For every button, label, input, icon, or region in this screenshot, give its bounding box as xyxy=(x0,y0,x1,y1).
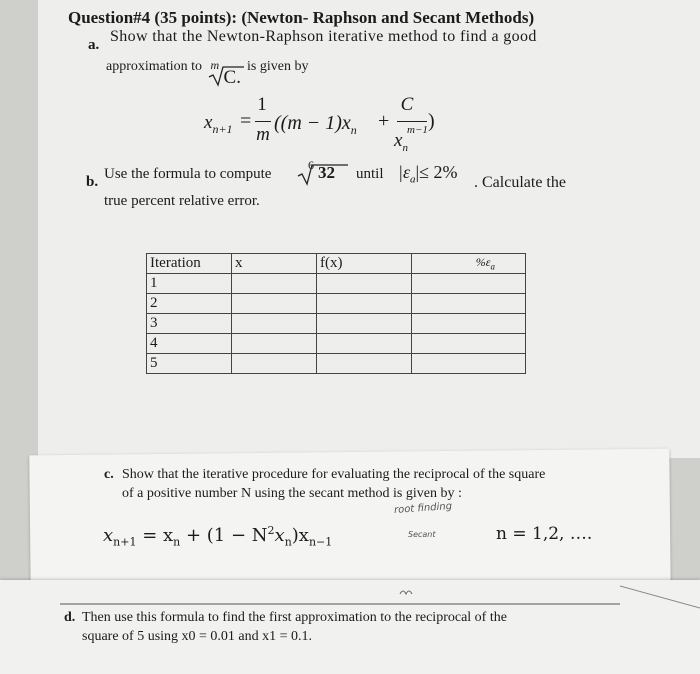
part-d-line1: Then use this formula to find the first approximation to the reciprocal of the xyxy=(82,610,507,625)
table-row xyxy=(147,334,526,354)
error-cell[interactable] xyxy=(412,354,526,374)
n-values: n = 1,2, …. xyxy=(496,524,593,544)
header-iteration: Iteration xyxy=(147,254,232,274)
error-cell[interactable] xyxy=(412,334,526,354)
header-x: x xyxy=(232,254,317,274)
formula-lhs: $x_{n+1}$ xyxy=(204,112,233,136)
frac-denominator-exponent: m−1 xyxy=(407,124,428,136)
fx-cell[interactable] xyxy=(317,294,412,314)
row-iteration-cell: 2 xyxy=(147,294,232,314)
header-fx: f(x) xyxy=(317,254,412,274)
part-b-text-pre: Use the formula to compute xyxy=(104,166,272,182)
x-cell[interactable] xyxy=(232,274,317,294)
root-index-6: 6 xyxy=(308,158,314,172)
table-row xyxy=(147,294,526,314)
part-a-line2-pre: approximation to xyxy=(106,59,203,74)
coef-numerator: 1 xyxy=(257,94,267,115)
coef-denominator: m xyxy=(256,124,270,145)
iteration-table xyxy=(146,253,526,374)
error-condition: $|\varepsilon_a|\le 2\%$ xyxy=(398,162,458,186)
part-b-label: b. xyxy=(86,174,99,190)
x-cell[interactable] xyxy=(232,314,317,334)
frac-line-c xyxy=(397,121,427,122)
part-d-line2: square of 5 using x0 = 0.01 and x1 = 0.1. xyxy=(82,629,313,644)
question-title: Question#4 (35 points): (Newton- Raphson and Secant Methods) xyxy=(68,8,535,27)
formula-middle: ($(m - 1)x_n$ xyxy=(274,112,357,137)
x-cell[interactable] xyxy=(232,354,317,374)
part-c-line1: Show that the iterative procedure for evaluating the reciprocal of the square xyxy=(122,467,546,482)
handwritten-note-root-finding: root finding xyxy=(393,500,453,517)
x-cell[interactable] xyxy=(232,334,317,354)
row-iteration-cell: 3 xyxy=(147,314,232,334)
part-b-line2: true percent relative error. xyxy=(104,193,260,209)
formula-plus: + xyxy=(378,110,390,132)
table-row xyxy=(147,314,526,334)
row-iteration-cell: 4 xyxy=(147,334,232,354)
error-cell[interactable] xyxy=(412,294,526,314)
table-header-row xyxy=(147,254,526,274)
error-cell[interactable] xyxy=(412,314,526,334)
row-iteration-cell: 5 xyxy=(147,354,232,374)
secant-formula: $x_{n+1} = x_n + (1 - N^2x_n)x_{n-1}$ xyxy=(103,524,333,549)
header-percent-error: $\%\varepsilon_a$ xyxy=(412,254,526,274)
formula-close: ) xyxy=(428,110,435,132)
row-iteration-cell: 1 xyxy=(147,274,232,294)
part-b-text-post: . Calculate the xyxy=(474,174,566,191)
part-a-line1: Show that the Newton-Raphson iterative method to find a good xyxy=(110,28,537,45)
fx-cell[interactable] xyxy=(317,354,412,374)
fx-cell[interactable] xyxy=(317,334,412,354)
fx-cell[interactable] xyxy=(317,314,412,334)
part-c-label: c. xyxy=(104,467,114,482)
part-c-line2: of a positive number N using the secant method is given by : xyxy=(122,486,462,501)
x-cell[interactable] xyxy=(232,294,317,314)
formula-eq: = xyxy=(240,110,252,132)
part-b-until: until xyxy=(356,166,384,182)
radicand-c: C. xyxy=(223,67,241,88)
root-index-m: m xyxy=(210,58,220,72)
radicand-32: 32 xyxy=(318,163,335,182)
part-d-label: d. xyxy=(64,610,76,625)
table-row xyxy=(147,274,526,294)
part-a-line2 xyxy=(106,58,309,88)
frac-denominator: $x_n$ xyxy=(394,130,408,154)
table-row xyxy=(147,354,526,374)
coef-fraction-line xyxy=(255,121,271,122)
fx-cell[interactable] xyxy=(317,274,412,294)
handwritten-note-secant: Secant xyxy=(408,530,436,539)
sixth-root-32 xyxy=(294,158,350,186)
error-cell[interactable] xyxy=(412,274,526,294)
part-a-line2-post: is given by xyxy=(247,59,309,74)
part-a-label: a. xyxy=(88,37,100,53)
frac-numerator-c: C xyxy=(400,94,414,115)
